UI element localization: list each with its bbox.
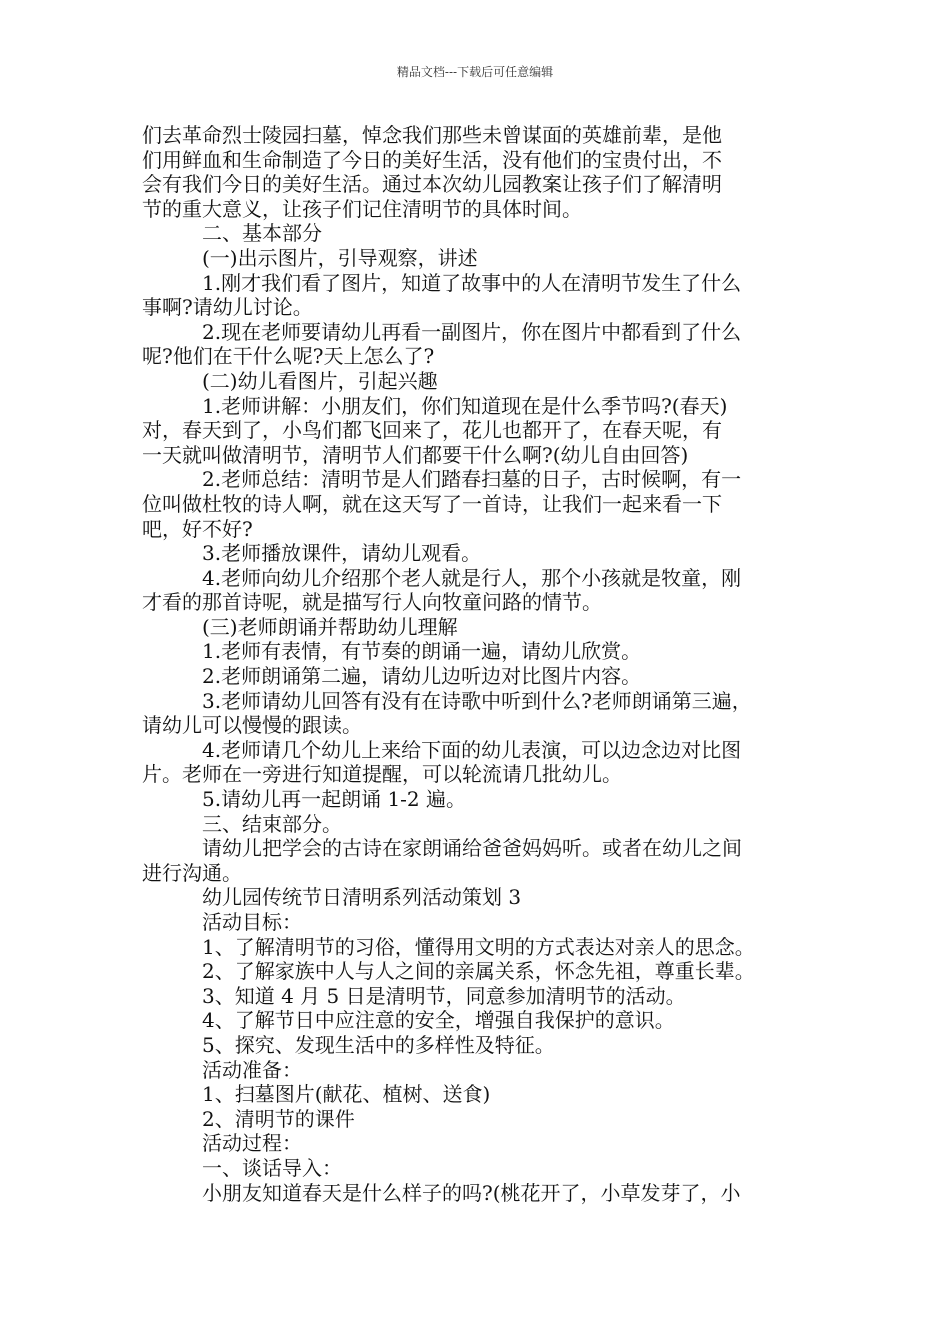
text-line: 会有我们今日的美好生活。通过本次幼儿园教案让孩子们了解清明 (142, 172, 722, 197)
text-line: 对，春天到了，小鸟们都飞回来了，花儿也都开了，在春天呢，有 (142, 418, 722, 443)
text-line: 位叫做杜牧的诗人啊，就在这天写了一首诗，让我们一起来看一下 (142, 491, 722, 516)
text-line: 进行沟通。 (142, 860, 242, 885)
text-line: 呢?他们在干什么呢?天上怎么了? (142, 344, 435, 369)
text-line: 们用鲜血和生命制造了今日的美好生活，没有他们的宝贵付出，不 (142, 147, 722, 172)
text-line: 请幼儿把学会的古诗在家朗诵给爸爸妈妈听。或者在幼儿之间 (202, 836, 742, 861)
text-line: 才看的那首诗呢，就是描写行人向牧童问路的情节。 (142, 590, 602, 615)
text-line: 活动准备： (202, 1057, 302, 1082)
text-line: 2.老师朗诵第二遍，请幼儿边听边对比图片内容。 (202, 664, 642, 689)
text-line: 吧，好不好? (142, 516, 253, 541)
text-line: 二、基本部分 (202, 221, 322, 246)
text-line: 1、扫墓图片(献花、植树、送食) (202, 1082, 491, 1107)
text-line: 2.老师总结：清明节是人们踏春扫墓的日子，古时候啊，有一 (202, 467, 742, 492)
text-line: 们去革命烈士陵园扫墓，悼念我们那些未曾谋面的英雄前辈，是他 (142, 123, 722, 147)
text-line: 幼儿园传统节日清明系列活动策划 3 (202, 885, 522, 910)
text-line: 4.老师请几个幼儿上来给下面的幼儿表演，可以边念边对比图 (202, 737, 742, 762)
document-body (142, 123, 814, 1205)
text-line: 请幼儿可以慢慢的跟读。 (142, 713, 362, 738)
text-line: 活动目标： (202, 910, 302, 934)
text-line: 1.老师讲解：小朋友们，你们知道现在是什么季节吗?(春天) (202, 393, 728, 418)
text-line: 一、谈话导入： (202, 1155, 342, 1180)
text-line: 2、清明节的课件 (202, 1106, 355, 1131)
text-line: 片。老师在一旁进行知道提醒，可以轮流请几批幼儿。 (142, 762, 622, 787)
text-line: 3.老师播放课件，请幼儿观看。 (202, 541, 482, 566)
text-line: 1、了解清明节的习俗，懂得用文明的方式表达对亲人的思念。 (202, 934, 755, 959)
text-line: 小朋友知道春天是什么样子的吗?(桃花开了，小草发芽了，小 (202, 1180, 741, 1205)
text-line: 5.请幼儿再一起朗诵 1-2 遍。 (202, 787, 467, 812)
text-line: 事啊?请幼儿讨论。 (142, 295, 313, 320)
text-line: 3.老师请幼儿回答有没有在诗歌中听到什么?老师朗诵第三遍， (202, 688, 752, 713)
text-line: (二)幼儿看图片，引起兴趣 (202, 368, 438, 393)
text-line: 4.老师向幼儿介绍那个老人就是行人，那个小孩就是牧童，刚 (202, 565, 742, 590)
text-line: 节的重大意义，让孩子们记住清明节的具体时间。 (142, 196, 582, 221)
text-line: 三、结束部分。 (202, 811, 342, 836)
text-line: 2、了解家族中人与人之间的亲属关系，怀念先祖，尊重长辈。 (202, 959, 755, 984)
text-line: 5、探究、发现生活中的多样性及特征。 (202, 1032, 555, 1057)
text-line: 一天就叫做清明节，清明节人们都要干什么啊?(幼儿自由回答) (142, 442, 689, 467)
page-header: 精品文档---下载后可任意编辑 (396, 65, 554, 79)
text-line: (三)老师朗诵并帮助幼儿理解 (202, 614, 458, 639)
text-line: 2.现在老师要请幼儿再看一副图片，你在图片中都看到了什么 (202, 319, 742, 344)
text-line: 3、知道 4 月 5 日是清明节，同意参加清明节的活动。 (202, 983, 686, 1008)
text-line: 1.老师有表情，有节奏的朗诵一遍，请幼儿欣赏。 (202, 639, 642, 664)
text-line: 活动过程： (202, 1131, 302, 1156)
text-line: 4、了解节日中应注意的安全，增强自我保护的意识。 (202, 1008, 675, 1033)
text-line: 1.刚才我们看了图片，知道了故事中的人在清明节发生了什么 (202, 270, 742, 295)
text-line: (一)出示图片，引导观察，讲述 (202, 245, 478, 270)
